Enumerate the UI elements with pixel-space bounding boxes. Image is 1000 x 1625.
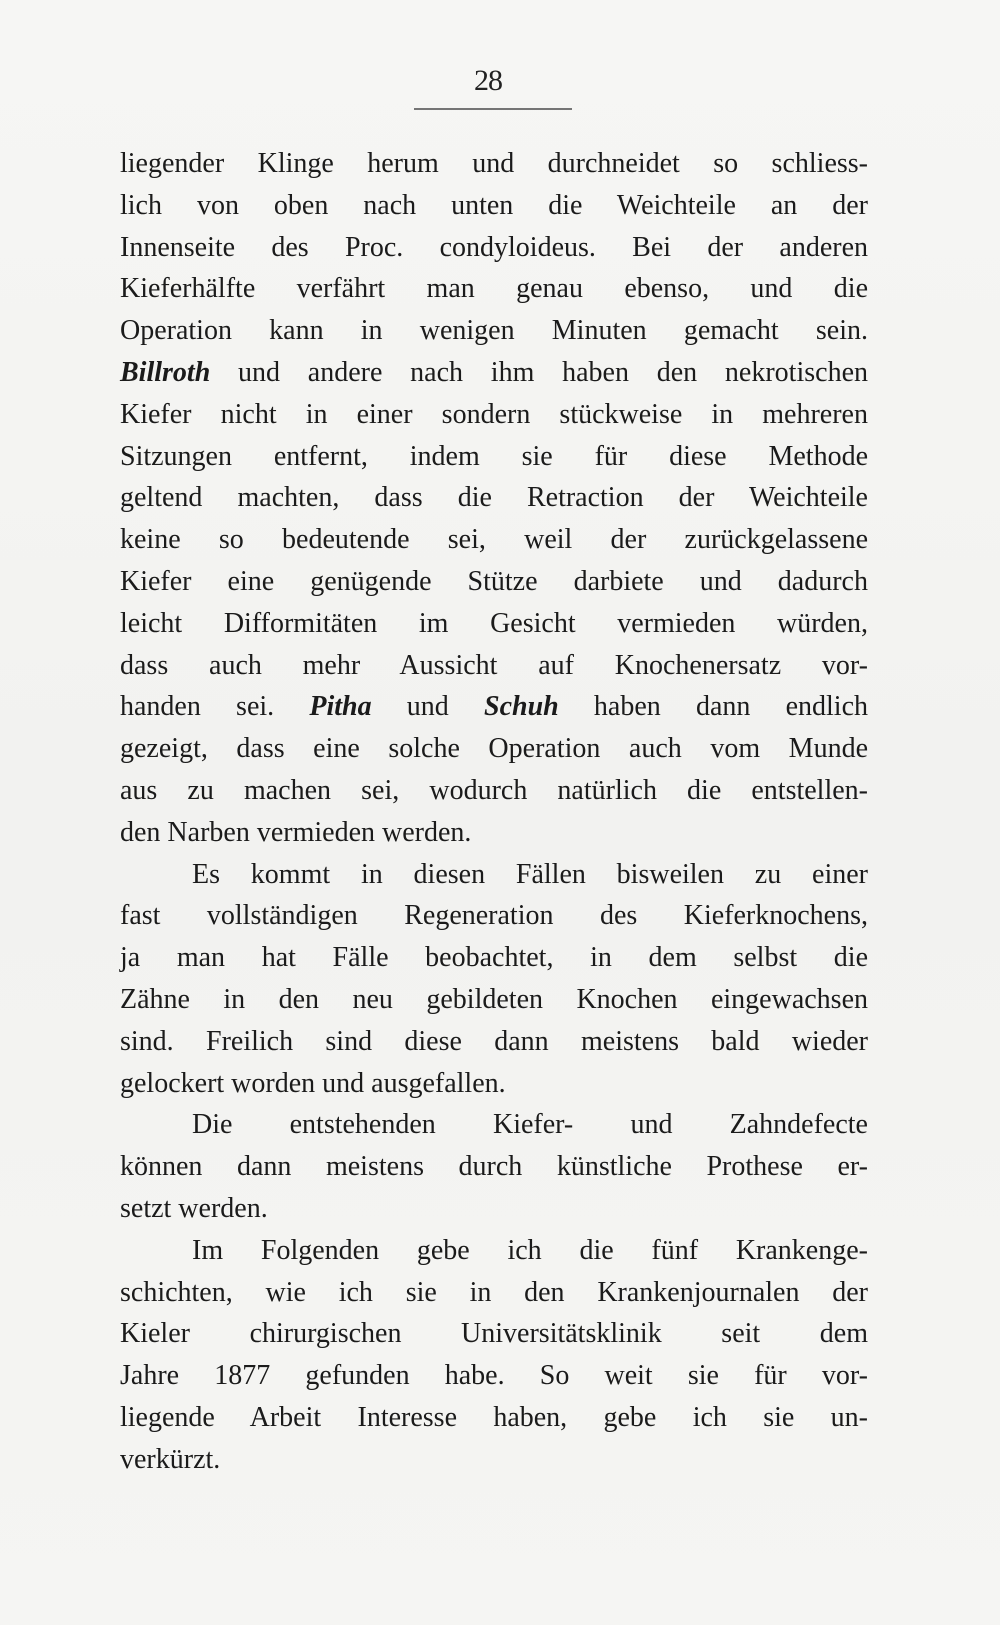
author-name-pitha: Pitha [309,691,372,723]
body-text [120,143,868,1481]
text-line: Kiefer nicht in einer sondern stückweise in mehreren [120,398,868,430]
text-line: Es kommt in diesen Fällen bisweilen zu einer [192,858,868,890]
text-line: Kiefer eine genügende Stütze darbiete und dadurch [120,565,868,597]
text-line: Innenseite des Proc. condyloideus. Bei der anderen [120,231,868,263]
text-line: gelockert worden und ausgefallen. [120,1067,506,1099]
text-line: geltend machten, dass die Retraction der Weichteile [120,482,868,514]
text-line: Im Folgenden gebe ich die fünf Krankenge- [192,1234,868,1266]
text-line: liegende Arbeit Interesse haben, gebe ich sie un- [120,1401,868,1433]
text-line: fast vollständigen Regeneration des Kieferknochens, [120,900,868,932]
paragraph-1 [120,143,868,854]
text-segment: haben dann endlich [558,691,869,723]
text-line: verkürzt. [120,1443,221,1475]
text-line [120,686,868,728]
text-line: Kieler chirurgischen Universitätsklinik seit dem [120,1318,868,1350]
text-line: leicht Difformitäten im Gesicht vermieden würden, [120,607,868,639]
text-segment: und [371,691,484,723]
author-name-schuh: Schuh [484,691,559,723]
text-line: Zähne in den neu gebildeten Knochen eingewachsen [120,983,868,1015]
text-line: schichten, wie ich sie in den Krankenjournalen der [120,1276,868,1308]
text-line: Kieferhälfte verfährt man genau ebenso, und die [120,273,868,305]
text-line [120,352,868,394]
text-segment: und andere nach ihm haben den nekrotischen [210,356,868,388]
paragraph-3 [120,1104,868,1229]
text-line: aus zu machen sei, wodurch natürlich die entstellen- [120,774,868,806]
text-line: können dann meistens durch künstliche Prothese er- [120,1151,868,1183]
text-line: dass auch mehr Aussicht auf Knochenersatz vor- [120,649,868,681]
text-line: Die entstehenden Kiefer- und Zahndefecte [192,1109,868,1141]
text-line: Operation kann in wenigen Minuten gemacht sein. [120,315,868,347]
header-rule [414,108,572,110]
text-line: lich von oben nach unten die Weichteile an der [120,189,868,221]
text-line: keine so bedeutende sei, weil der zurückgelassene [120,524,868,556]
page-number: 28 [474,64,502,97]
text-line: sind. Freilich sind diese dann meistens bald wieder [120,1025,868,1057]
text-line: Jahre 1877 gefunden habe. So weit sie für vor- [120,1360,868,1392]
text-line: ja man hat Fälle beobachtet, in dem selbst die [120,942,868,974]
paragraph-4 [120,1230,868,1481]
text-line: Sitzungen entfernt, indem sie für diese Methode [120,440,868,472]
text-line: setzt werden. [120,1192,268,1224]
paragraph-2 [120,854,868,1105]
author-name-billroth: Billroth [120,356,211,388]
text-segment: handen sei. [120,691,310,723]
text-line: den Narben vermieden werden. [120,816,472,848]
text-line: liegender Klinge herum und durchneidet so schliess- [120,148,868,179]
text-line: gezeigt, dass eine solche Operation auch vom Munde [120,733,868,765]
